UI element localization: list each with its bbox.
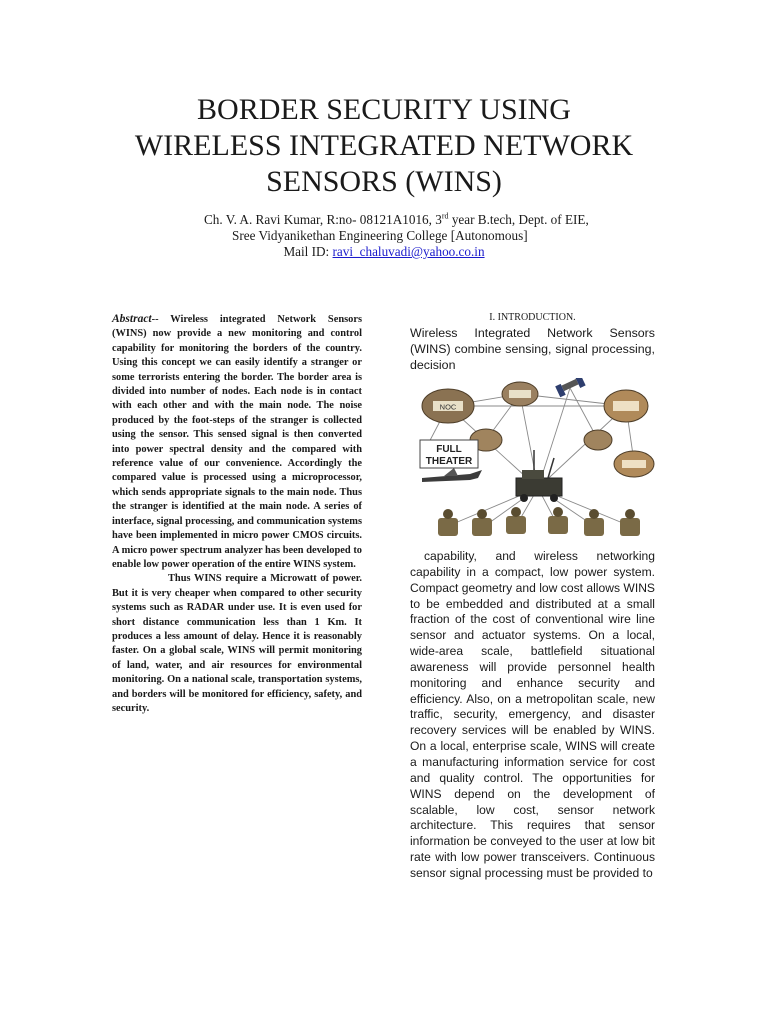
title-line: WIRELESS INTEGRATED NETWORK: [134, 129, 634, 162]
abstract-paragraph-2: Thus WINS require a Microwatt of power. But it is very cheaper when compared to other security systems such as RADAR under use. It is even used for short distance communication less than 1 Km. It produces a less amount of delay. Hence it is reasonably faster. On a global scale, WINS will permit monitoring of land, water, and air resources for environmental monitoring. On a national scale, transportation systems, and borders will be monitored for efficiency, safety, and security.: [112, 573, 362, 714]
network-illustration: [408, 378, 664, 544]
paper-title: [0, 92, 768, 200]
title-line: SENSORS (WINS): [266, 165, 502, 198]
abstract-column: [112, 312, 362, 716]
theater-label-line: THEATER: [425, 456, 473, 467]
abstract-dash: --: [151, 314, 171, 325]
node-label: NOC: [439, 402, 457, 412]
noc-node-mid-right: [584, 430, 612, 450]
noc-node-right: [604, 390, 648, 422]
affiliation-line: Sree Vidyanikethan Engineering College [Autonomous]: [232, 228, 528, 243]
full-theater-label: [420, 440, 478, 468]
noc-node-left: [422, 389, 474, 423]
ordinal-suffix: rd: [441, 211, 449, 221]
abstract-paragraph: [112, 312, 362, 572]
intro-body: [410, 549, 655, 882]
abstract-text: Wireless integrated Network Sensors (WINS) now provide a new monitoring and control capability for monitoring the borders of the country. Using this concept we can easily identify a stranger or some terrorists entering the border. The border area is divided into number of nodes. Each node is in contact with each other and with the main node. The noise produced by the foot-steps of the stranger is collected using the sensor. This sensed signal is then converted into power spectral density and the compared with reference value of our convenience. Accordingly the compared value is processed using a microprocessor, which sends appropriate signals to the main node. Thus the stranger is identified at the main node. A series of interface, signal processing, and communication systems have been implemented in micro power CMOS circuits. A micro power spectrum analyzer has been developed to enable low power operation of the entire WINS system.: [112, 314, 362, 570]
mail-line: [0, 244, 768, 260]
mail-label: Mail ID:: [283, 244, 333, 259]
author-block: [0, 212, 768, 260]
intro-lead-text: Wireless Integrated Network Sensors (WINS) combine sensing, signal processing, decision: [410, 326, 655, 372]
noc-node-far-right: [614, 451, 654, 477]
author-dept-text: year B.tech, Dept. of EIE,: [448, 212, 589, 227]
section-heading: I. INTRODUCTION.: [489, 312, 576, 323]
title-line: BORDER SECURITY USING: [197, 93, 571, 126]
intro-lead: [410, 325, 655, 373]
noc-node-top: [502, 382, 538, 406]
wins-network-figure: [408, 378, 664, 544]
author-line: [0, 212, 768, 228]
author-name-text: Ch. V. A. Ravi Kumar, R:no- 08121A1016, 3: [204, 212, 442, 227]
abstract-label: Abstract: [112, 313, 152, 325]
email-link[interactable]: ravi_chaluvadi@yahoo.co.in: [332, 244, 485, 259]
intro-body-text: capability, and wireless networking capability in a compact, low power system. Compact geometry and low cost allows WINS to be embedded and distributed at a small fraction of the cost of conventional wire line sensor and actuator systems. On a local, wide-area scale, battlefield situational awareness will provide personnel health monitoring and enhance security and efficiency. Also, on a metropolitan scale, new traffic, security, emergency, and disaster recovery services will be enabled by WINS. On a local, enterprise scale, WINS will create a manufacturing information service for cost and quality control. The opportunities for WINS depend on the development of scalable, low cost, sensor network architecture. This requires that sensor information be conveyed to the user at low bit rate with low power transceivers. Continuous sensor signal processing must be provided to: [410, 549, 655, 880]
theater-label-line: FULL: [436, 444, 462, 455]
